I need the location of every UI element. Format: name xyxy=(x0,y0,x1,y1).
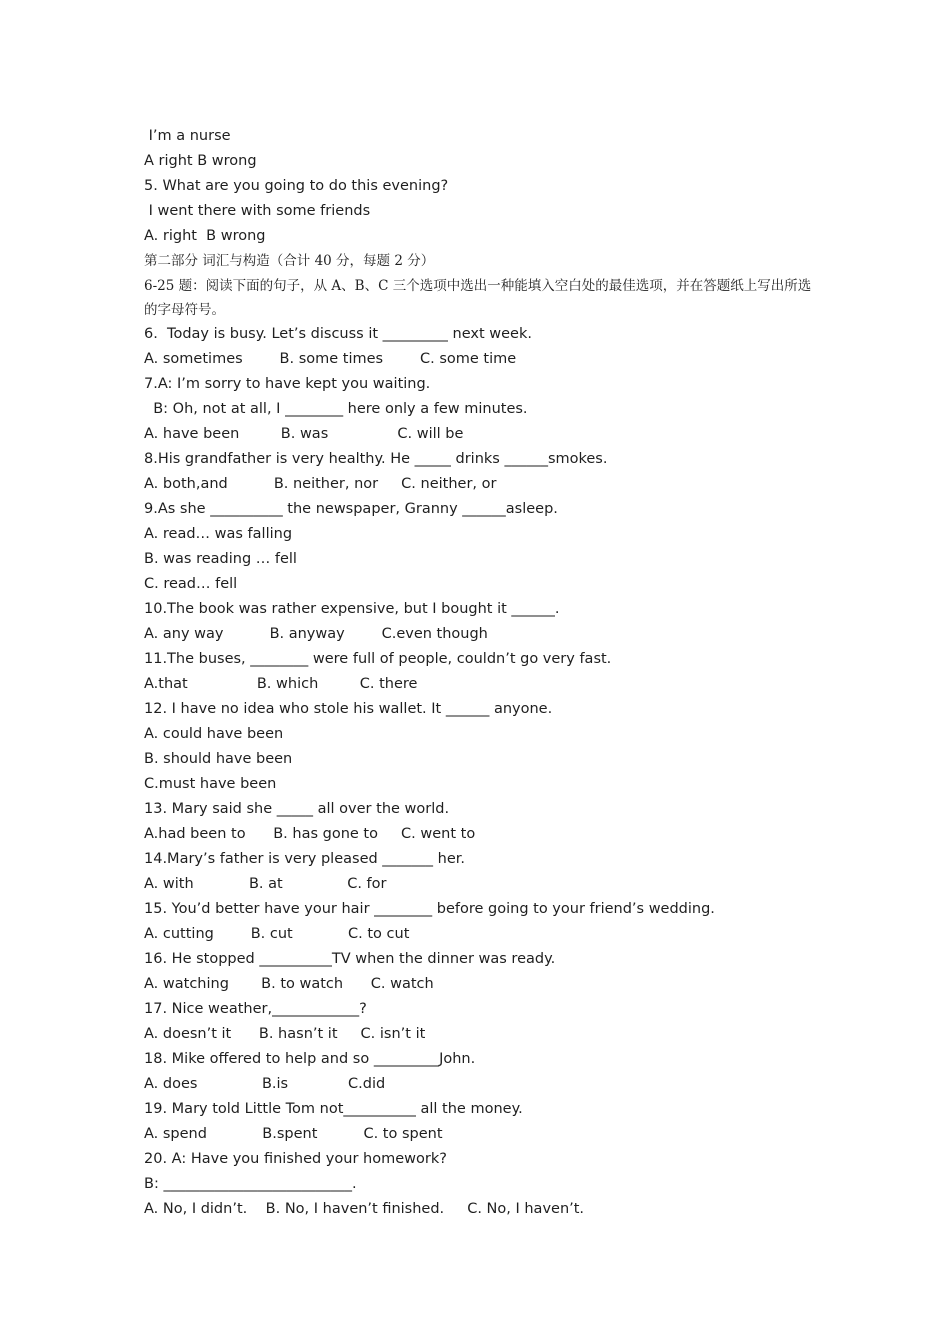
question-13: 13. Mary said she _____ all over the world. xyxy=(144,801,450,817)
question-6: 6. Today is busy. Let’s discuss it _________ next week. xyxy=(144,326,532,342)
option-9c: C. read… fell xyxy=(144,576,238,592)
option-9a: A. read… was falling xyxy=(144,526,293,542)
options-18: A. does B.is C.did xyxy=(144,1076,386,1092)
options-line: A. right B wrong xyxy=(144,228,266,244)
options-11: A.that B. which C. there xyxy=(144,676,418,692)
answer-line: I went there with some friends xyxy=(144,203,371,219)
options-8: A. both,and B. neither, nor C. neither, or xyxy=(144,476,497,492)
question-16: 16. He stopped __________TV when the dinner was ready. xyxy=(144,951,556,967)
option-9b: B. was reading … fell xyxy=(144,551,297,567)
question-14: 14.Mary’s father is very pleased _______ her. xyxy=(144,851,466,867)
options-6: A. sometimes B. some times C. some time xyxy=(144,351,517,367)
question-18: 18. Mike offered to help and so _________John. xyxy=(144,1051,476,1067)
question-17: 17. Nice weather,____________? xyxy=(144,1001,367,1017)
question-7-dialogue: B: Oh, not at all, I ________ here only a few minutes. xyxy=(144,401,528,417)
options-15: A. cutting B. cut C. to cut xyxy=(144,926,410,942)
options-16: A. watching B. to watch C. watch xyxy=(144,976,434,992)
question-10: 10.The book was rather expensive, but I bought it ______. xyxy=(144,601,560,617)
question-19: 19. Mary told Little Tom not__________ all the money. xyxy=(144,1101,523,1117)
question-9: 9.As she __________ the newspaper, Granny ______asleep. xyxy=(144,501,558,517)
question-7: 7.A: I’m sorry to have kept you waiting. xyxy=(144,376,431,392)
option-12a: A. could have been xyxy=(144,726,284,742)
question-8: 8.His grandfather is very healthy. He _____ drinks ______smokes. xyxy=(144,451,608,467)
question-5: 5. What are you going to do this evening? xyxy=(144,178,449,194)
question-20: 20. A: Have you finished your homework? xyxy=(144,1151,447,1167)
section-instructions: 6-25 题：阅读下面的句子，从 A、B、C 三个选项中选出一种能填入空白处的最佳选项，并在答题纸上写出所选的字母符号。 xyxy=(144,278,812,318)
options-13: A.had been to B. has gone to C. went to xyxy=(144,826,476,842)
options-19: A. spend B.spent C. to spent xyxy=(144,1126,443,1142)
option-12b: B. should have been xyxy=(144,751,293,767)
options-line: A right B wrong xyxy=(144,153,257,169)
question-15: 15. You’d better have your hair ________ before going to your friend’s wedding. xyxy=(144,901,715,917)
question-11: 11.The buses, ________ were full of people, couldn’t go very fast. xyxy=(144,651,612,667)
section-heading: 第二部分 词汇与构造（合计 40 分，每题 2 分） xyxy=(144,253,435,269)
document-body xyxy=(144,124,824,1222)
question-12: 12. I have no idea who stole his wallet. It ______ anyone. xyxy=(144,701,553,717)
question-20-answer-blank: B: __________________________. xyxy=(144,1176,357,1192)
options-10: A. any way B. anyway C.even though xyxy=(144,626,488,642)
options-17: A. doesn’t it B. hasn’t it C. isn’t it xyxy=(144,1026,426,1042)
options-14: A. with B. at C. for xyxy=(144,876,387,892)
option-12c: C.must have been xyxy=(144,776,277,792)
options-20: A. No, I didn’t. B. No, I haven’t finished. C. No, I haven’t. xyxy=(144,1201,585,1217)
answer-line: I’m a nurse xyxy=(144,128,231,144)
options-7: A. have been B. was C. will be xyxy=(144,426,464,442)
